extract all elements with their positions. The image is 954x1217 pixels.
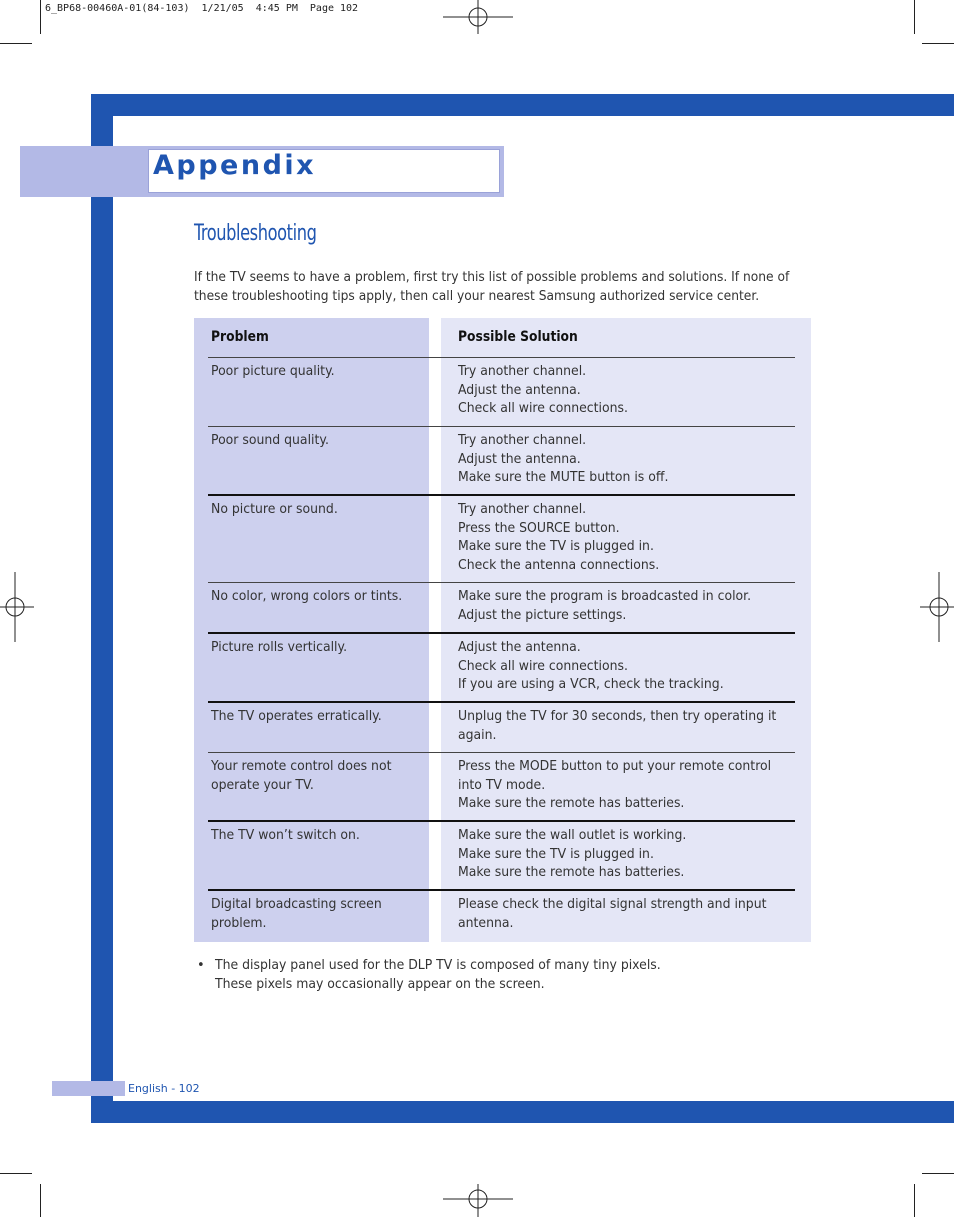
row-divider — [208, 701, 795, 703]
table-cell-problem: No picture or sound. — [211, 502, 338, 517]
row-divider — [208, 752, 795, 753]
page-number: English - 102 — [128, 1082, 200, 1095]
table-cell-solution: Try another channel. Press the SOURCE button. Make sure the TV is plugged in. Check the antenna connections. — [458, 502, 660, 574]
registration-mark-icon — [443, 0, 513, 36]
bullet-icon: • — [197, 958, 205, 973]
table-cell-solution: Adjust the antenna. Check all wire connections. If you are using a VCR, check the tracking. — [458, 640, 724, 693]
solution-column-header: Possible Solution — [458, 329, 578, 345]
table-cell-solution: Try another channel. Adjust the antenna. Check all wire connections. — [458, 364, 628, 417]
crop-mark — [40, 0, 41, 34]
table-cell-problem: Your remote control does not operate your TV. — [211, 759, 392, 793]
chapter-title: Appendix — [153, 150, 317, 181]
table-cell-problem: Poor picture quality. — [211, 364, 335, 379]
row-divider — [208, 357, 795, 358]
row-divider — [208, 582, 795, 583]
crop-mark — [914, 0, 915, 34]
section-title: Troubleshooting — [194, 221, 317, 246]
problem-column-background — [194, 318, 429, 942]
print-slug: 6_BP68-00460A-01(84-103) 1/21/05 4:45 PM Page 102 — [45, 3, 359, 14]
table-cell-solution: Unplug the TV for 30 seconds, then try operating it again. — [458, 709, 777, 743]
table-cell-problem: No color, wrong colors or tints. — [211, 589, 403, 604]
row-divider — [208, 820, 795, 822]
registration-mark-icon — [443, 1182, 513, 1217]
table-cell-problem: Picture rolls vertically. — [211, 640, 348, 655]
row-divider — [208, 426, 795, 427]
crop-mark — [922, 43, 954, 44]
row-divider — [208, 494, 795, 496]
crop-mark — [0, 1173, 32, 1174]
table-cell-problem: The TV won’t switch on. — [211, 828, 360, 843]
table-cell-solution: Make sure the program is broadcasted in color. Adjust the picture settings. — [458, 589, 752, 623]
note-text: The display panel used for the DLP TV is composed of many tiny pixels. These pixels may occasionally appear on the screen. — [215, 958, 661, 992]
registration-mark-icon — [920, 572, 954, 642]
crop-mark — [922, 1173, 954, 1174]
bottom-frame-bar — [91, 1101, 954, 1123]
row-divider — [208, 632, 795, 634]
registration-mark-icon — [0, 572, 34, 642]
crop-mark — [0, 43, 32, 44]
crop-mark — [914, 1184, 915, 1217]
table-cell-solution: Try another channel. Adjust the antenna. Make sure the MUTE button is off. — [458, 433, 669, 486]
row-divider — [208, 889, 795, 891]
table-cell-solution: Press the MODE button to put your remote control into TV mode. Make sure the remote has batteries. — [458, 759, 772, 812]
footer-tab — [52, 1081, 125, 1096]
table-cell-problem: Digital broadcasting screen problem. — [211, 897, 382, 931]
table-cell-solution: Please check the digital signal strength and input antenna. — [458, 897, 767, 931]
crop-mark — [40, 1184, 41, 1217]
top-frame-bar — [91, 94, 954, 116]
table-cell-problem: The TV operates erratically. — [211, 709, 382, 724]
table-cell-problem: Poor sound quality. — [211, 433, 329, 448]
table-cell-solution: Make sure the wall outlet is working. Make sure the TV is plugged in. Make sure the remote has batteries. — [458, 828, 687, 881]
intro-paragraph: If the TV seems to have a problem, first try this list of possible problems and solutions. If none of these troubleshooting tips apply, then call your nearest Samsung authorized service center. — [194, 270, 790, 304]
problem-column-header: Problem — [211, 329, 269, 345]
left-frame-bar — [91, 94, 113, 1123]
